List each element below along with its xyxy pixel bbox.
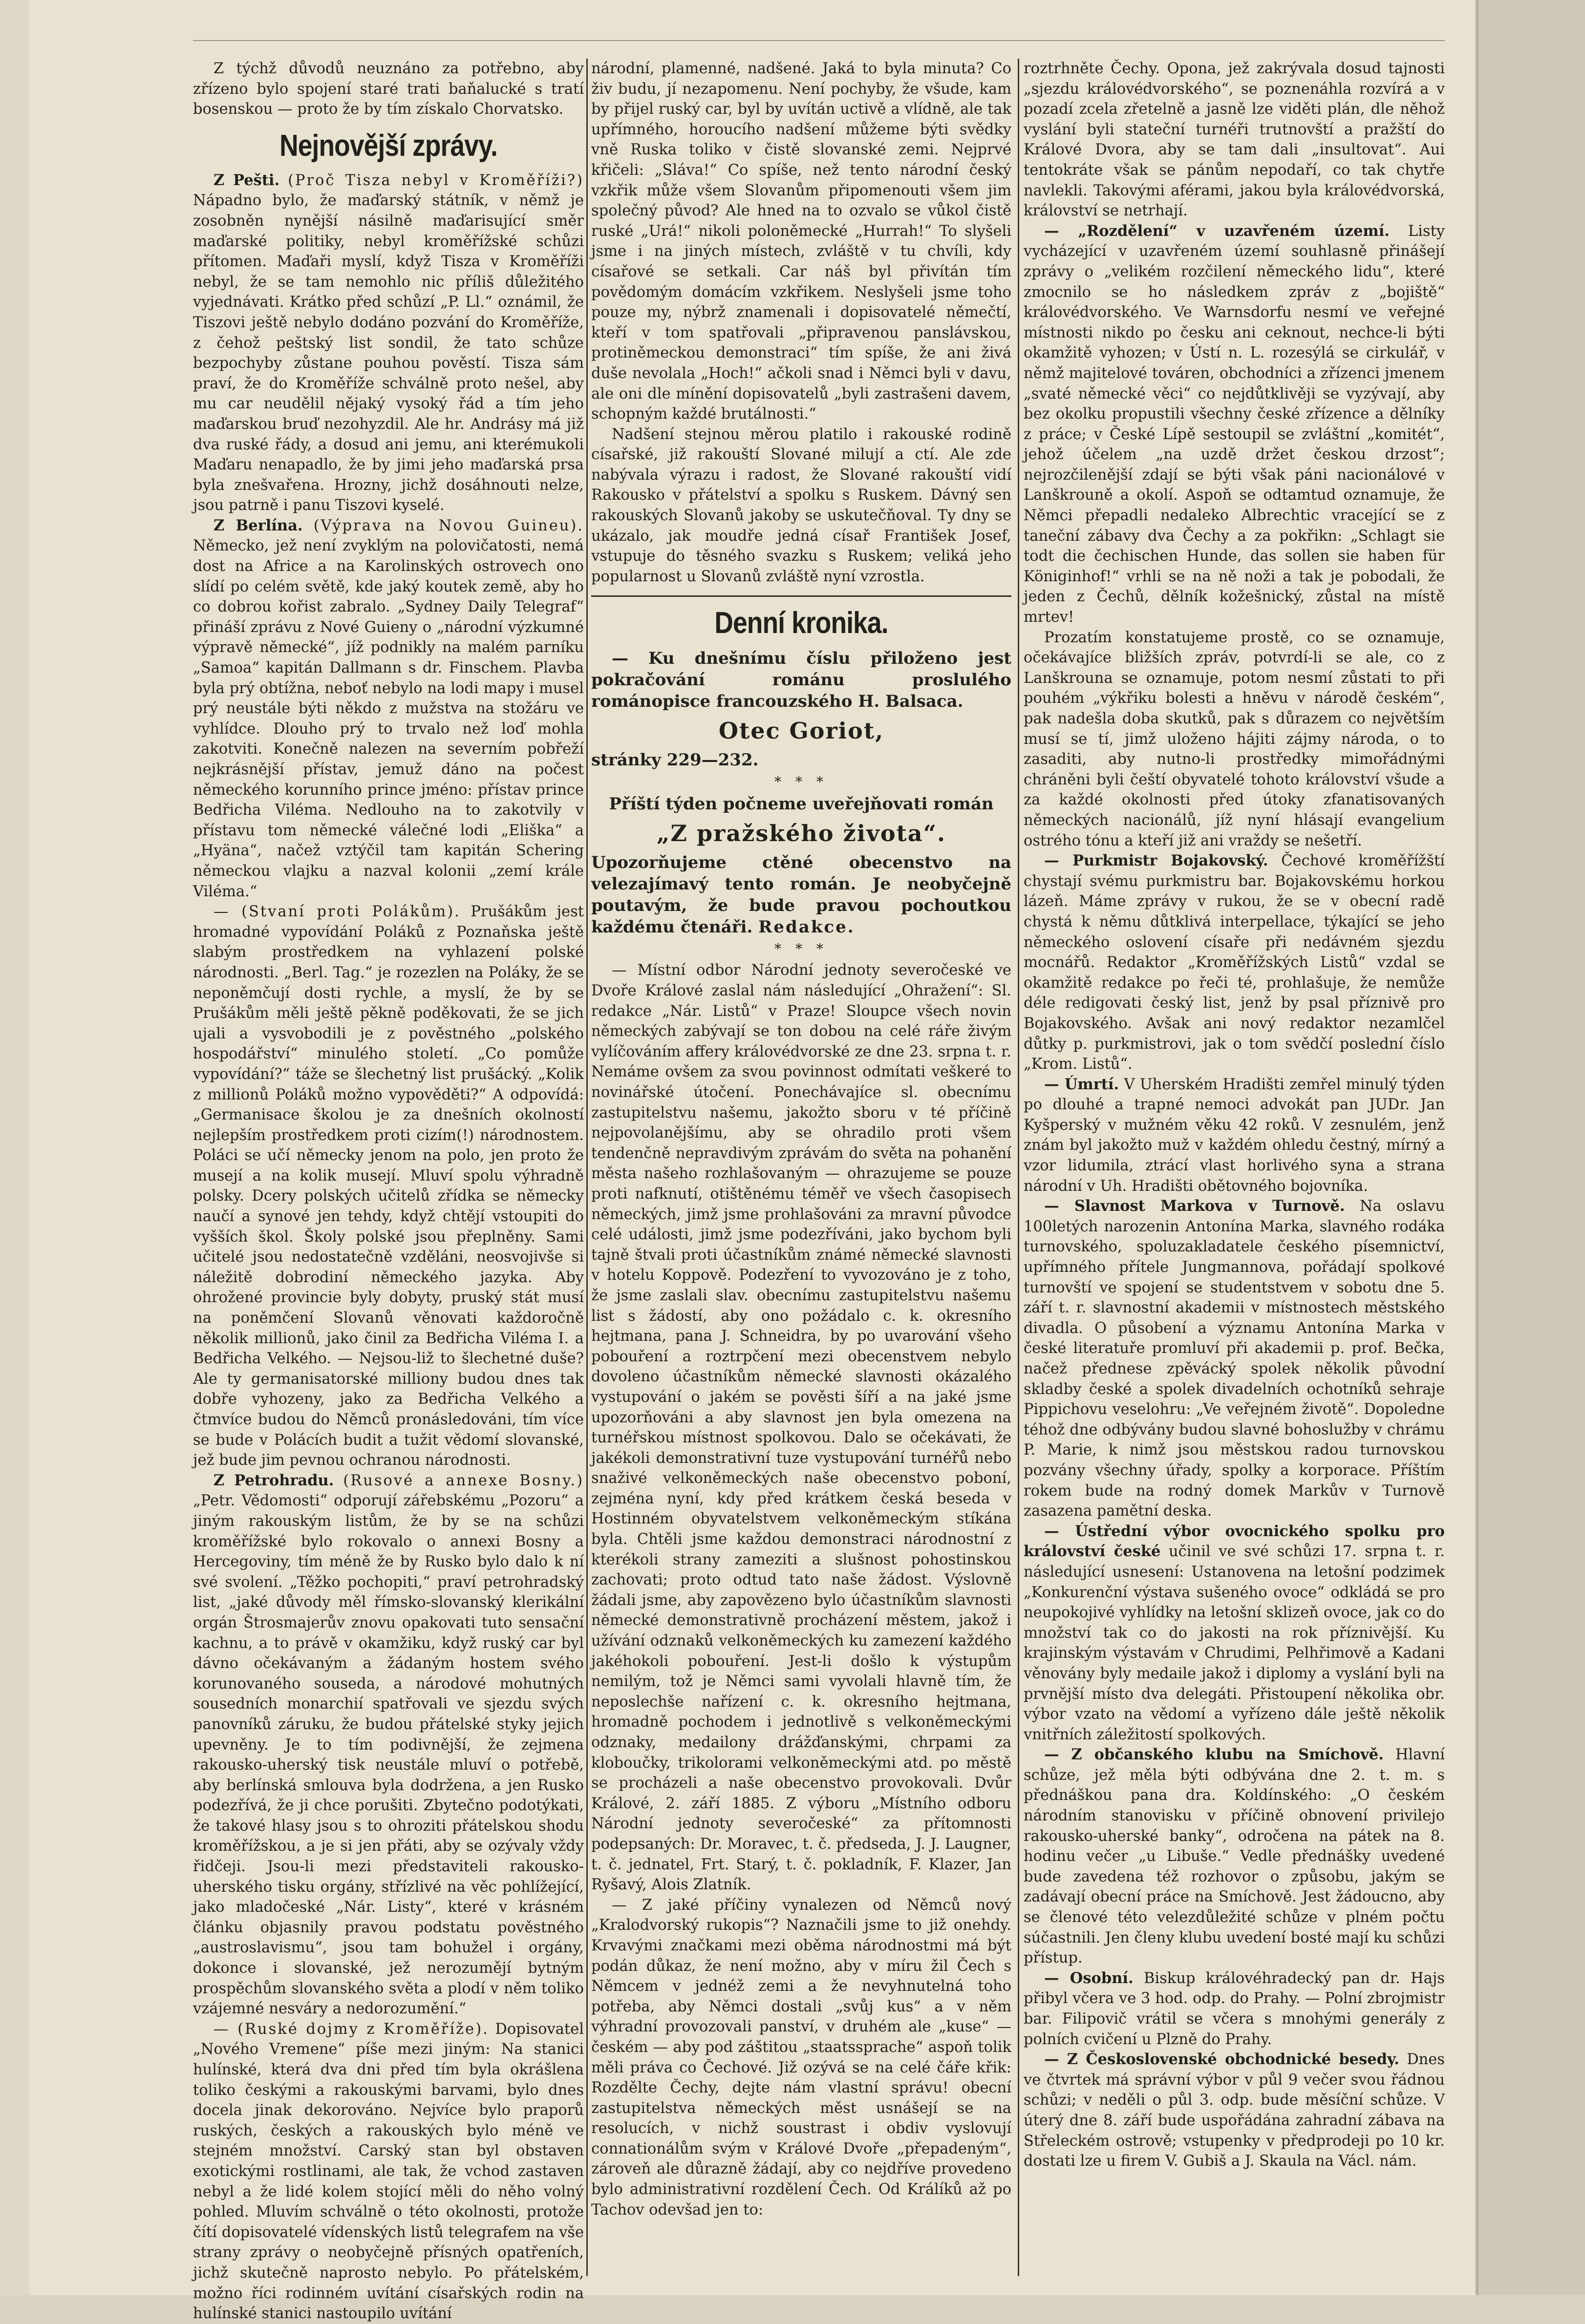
article-new-manuscript: — Z jaké příčiny vynalezen od Němců nový „Kralodvorský rukopis“? Naznačili jsme to již onehdy. Krvavými značkami mezi oběma národnostmi má být podán důkaz, že není možno, aby v míru žil Čech s Němcem v jednéž zemi a že nevyhnutelná toho potřeba, aby Němci dostali „svůj kus“ a v něm výhradní provozovali panství, v druhém ale „kuse“ — českém — aby pod záštitou „staatssprache“ aspoň tolik měli práva co Čechové. Již ozývá se na celé čáře křik: Rozdělte Čechy, dejte nám vlastní správu! obecní zastupitelstva německých měst usnášejí se na resolucích, v nichž soustrast i obdiv vyslovují connationálům svým v Králové Dvoře „přepadeným“, zároveň ale důrazně žádají, aby co nejdříve provedeno bylo administrativní rozdělení Čech. Od Králíků až po Tachov odevšad jen to: — [591, 1896, 1011, 2218]
article-petersburg-subtitle: (Rusové a annexe Bosny.) — [343, 1472, 584, 1489]
next-week-notice: Příští týden počneme uveřejňovati román — [609, 794, 994, 814]
article-poles-text: Prušákům jest hromadné vypovídání Poláků z Poznaňska ještě slabým prostředkem na vyhlazení polské národnosti. „Berl. Tag.“ je rozezlen na Poláky, že se neponěmčují dosti rychle, a myslí, že by se Prušákům měli ještě pěkně poděkovati, že se jich ujali a vysvobodili je z pověstného „polského hospodářství“ minulého století. „Co pomůže vypovídání?“ táže se šlechetný list prušácký. „Kolik z millionů Poláků možno vypověděti?“ A odpovídá: „Germanisace školou je za dnešních okolností nejlepším prostředkem proti cizím(!) národnostem. Poláci se učí německy jenom na polo, jen proto že musejí a na kolik musejí. Mluví spolu výhradně polsky. Dcery polských učitelů zřídka se německy naučí a synové jen tehdy, když chtějí vstoupiti do vyšších škol. Školy polské jsou přeplněny. Sami učitelé jsou nedostatečně vzděláni, neosvojivše si náležitě dobrodiní německého jazyka. Aby ohrožené provincie byly dobyty, pruský stát musí na poněmčení Slovanů věnovati každoročně několik millionů, jako činil za Bedřicha Viléma I. a Bedřicha Velkého. — Nejsou-liž to šlechetné duše? Ale ty germanisatorské milliony budou dnes tak dobře vyhozeny, jako za Bedřicha Velkého a čtmvíce budou do Němců pronásledováni, tím více se bude v Polácích budit a tužit vědomí slovanské, jež bude jim pevnou ochranou národnosti. — [193, 903, 584, 1469]
novel-recommendation — [591, 852, 1011, 938]
article-marek-title: — Slavnost Markova v Turnově. — [1044, 1197, 1345, 1215]
article-smichov-club — [1024, 1745, 1445, 1968]
novel-title: Otec Goriot, — [718, 718, 884, 744]
article-berlin-lead: Z Berlína. — [214, 516, 303, 534]
article-russian-text: Dopisovatel „Nového Vremene“ píše mezi jiným: Na stanici hulínské, která dva dni před tím byla okrášlena toliko českými a rakouskými barvami, bylo dnes docela jinak dekorováno. Nejvíce bylo praporů ruských, českých a rakouských bylo méně ve stejném množství. Carský stan byl obstaven exotickými rostlinami, ale tak, že vchod zastaven nebyl a že lidé kolem stojící měli do něho volný pohled. Mluvím schválně o této okolnosti, protože čítí dopisovatelé vídenských listů telegrafem na vše strany zprávy o neobyčejně přísných opatřeních, jichž skutečně naprosto nebylo. Po přátelském, možno říci rodinném uvítání císařských rodin na hulínské stanici nastoupilo uvítání — [193, 2020, 584, 2323]
article-russian-subtitle: — (Ruské dojmy z Kroměříže). — [214, 2020, 489, 2038]
intro-paragraph: Z týchž důvodů neuznáno za potřebno, aby zřízeno bylo spojení staré trati baňalucké s tratí bosenskou — proto že by tím získalo Chorvatsko. — [193, 60, 584, 118]
article-personal-title: — Osobní. — [1044, 1969, 1134, 1987]
article-death — [1024, 1075, 1445, 1197]
article-pest-subtitle: (Proč Tisza nebyl v Kroměříži?) — [288, 171, 584, 189]
article-closed-territory-2: Prozatím konstatujeme prostě, co se oznamuje, očekávajíce bližších zpráv, potvrdí-li se ale, co z Lanškrouna se oznamuje, potom nesmí zůstati to při pouhém „výkřiku bolesti a hněvu v národě českém“, pak nadešla doba skutků, pak s důrazem co největším musí se tí, jimž uloženo hájiti zájmy národa, o to zasaditi, aby nutno-li prostředky mimořádnými chráněni byli čeští obyvatelé tohoto království všude a za každé okolnosti před útoky zfanatisovaných německých nacionálů, jíž nyní hlásají evangelium ostrého tónu a kteří již ani vraždy se nešetří. — [1024, 629, 1445, 849]
article-merchant-title: — Z Československé obchodnické besedy. — [1044, 2050, 1399, 2069]
article-poles — [193, 902, 584, 1471]
article-merchant-text: Dnes ve čtvrtek má správní výbor v půl 9 večer svou řádnou schůzi; v neděli o půl 3. odp. bude měsíční schůze. V úterý dne 8. září bude uspořádána zahradní zábava na Střeleckém ostrově; vstupenky v předprodeji po 10 kr. dostati lze u firem V. Gubiš a J. Skaula na Václ. nám. — [1024, 2051, 1445, 2170]
article-personal — [1024, 1968, 1445, 2049]
article-fruit-title: — Ústřední výbor ovocnického spolku pro království české — [1024, 1522, 1445, 1561]
article-smichov-text: Hlavní schůze, jež měla býti odbývána dne 2. t. m. s přednáškou pana dra. Koldínského: „O českém národním stanovisku v příčině obnovení privilejo rakousko-uherské banky“, odročena na pátek na 8. hodinu večer „u Libuše.“ Vedle přednášky uvedené bude zavedena též rozhovor o způsobu, jakým se zadávají obecní práce na Smíchově. Jest žádoucno, aby se členové této velezdůležité schůze v plném počtu súčastnili. Jen členy klubu uvedení bosté mají ku schůzi přístup. — [1024, 1746, 1445, 1967]
article-petersburg — [193, 1471, 584, 2019]
article-poles-subtitle: — (Stvaní proti Polákům). — [214, 903, 461, 921]
next-novel-title: „Z pražského života“. — [656, 820, 946, 847]
novel-supplement-notice: — Ku dnešnímu číslu přiloženo jest pokračování románu proslulého románopisce francouzského H. Balsaca. — [591, 649, 1011, 712]
top-rule — [193, 40, 1445, 41]
editorial-signature: Redakce. — [758, 917, 855, 937]
article-merchant-society — [1024, 2049, 1445, 2172]
separator-stars-2: * * * — [774, 941, 828, 957]
column-rule-2 — [1018, 59, 1019, 2276]
article-closed-territory-text: Listy vycházející v uzavřeném území souhlasně přinášejí zprávy o „velikém rozčilení německého lidu“, které zmocnilo se ho následkem zpráv z „bojiště“ královédvorského. Ve Warnsdorfu nesmí ve veřejné místnosti nikdo po česku ani ceknout, nechce-li býti okamžitě vyhozen; v Ústí n. L. rozesýlá se cirkulář, v němž majitelové továren, obchodníci a zřízenci jmenem „svaté německé věci“ co nejdůtklivěji se vyzývají, aby bez okolku propustili všechny české zřízence a dělníky z práce; v České Lípě sestoupil se zvláštní „komitét“, jehož účelem „na uzdě držet českou drzost“; nejrozčilenější zdají se býti však páni nacionálové v Lanškrouně a okolí. Aspoň se odtamtud oznamuje, že Němci přepadli nedaleko Albrechtic vracející se z taneční zábavy dva Čechy a za pokřikn: „Schlagt sie todt die čechischen Hunde, das sollen sie haben für Königinhof!“ vrhli se na ně noži a tak je pobodali, že jeden z Čechů, dělník kožešnický, zůstal na místě mrtev! — [1024, 222, 1445, 626]
article-death-title: — Úmrtí. — [1044, 1075, 1119, 1093]
article-petersburg-text: „Petr. Vědomosti“ odporují zářebskému „Pozoru“ a jiným rakouským listům, že by se na schůzi kroměřížské bylo rokovalo o annexi Bosny a Hercegoviny, tím méně že by Rusko bylo dalo k ní své svolení. „Těžko pochopiti,“ praví petrohradský list, „jaké důvody měl římsko-slovanský klerikální orgán Štrosmajerův znovu opakovati tuto sensační kachnu, a to právě v okamžiku, když ruský car byl dávno očekávaným a žádaným hostem svého korunovaného souseda, a národové mohutných sousedních monarchií spatřovali ve sjezdu svých panovníků záruku, že budou přátelské styky jejich upevněny. Je to tím podivnější, že zejmena rakousko-uherský tisk neustále mluví o potřebě, aby berlínská smlouva byla dodržena, a jen Rusko podezřívá, že ji chce porušiti. Zbytečno podotýkati, že takové hlasy jsou s to ohroziti přátelskou shodu kroměřížskou, a je si jen přáti, aby se ozývaly vždy řidčeji. Jsou-li mezi představiteli rakousko-uherského tisku orgány, střízlivé na věc pohlížející, jako mladočeské „Nár. Listy“, které v krásném článku objasnily pravou podstatu pověstného „austroslavismu“, jsou tam bohužel i orgány, dokonce i slovanské, jež nerozumějí bytným prospěchům slovanského světa a plodí v něm toliko vzájemné nesváry a nedorozumění.“ — [193, 1492, 584, 2018]
continued-text-col3: roztrhněte Čechy. Opona, jež zakrývala dosud tajnosti „sjezdu královédvorského“, se poznenáhla rozvírá a v pozadí zcela zřetelně a jasně lze viděti plán, dle něhož vyslání byli stateční turnéři trutnovští a pražští do Králové Dvora, aby se tam dali „insultovat“. Aui tentokráte však se pánům nepodaří, co tak chytře navlekli. Takovými aférami, jakou byla královédvorská, království se netrhají. — [1024, 60, 1445, 220]
article-mayor — [1024, 851, 1445, 1075]
adjacent-page-edge — [1476, 0, 1585, 2295]
section-heading-chronicle: Denní kronika. — [714, 606, 888, 640]
column-2 — [591, 59, 1011, 2276]
section-divider — [591, 595, 1011, 597]
article-mayor-text: Čechové kroměřížští chystají svému purkmistru bar. Bojakovskému horkou lázeň. Máme zprávy v rukou, že se v obecní radě chystá k němu důtklivá interpellace, týkající se jeho německého oslovení císaře při nedávném sjezdu mocnářů. Redaktor „Kroměřížských Listů“ vzdal se okamžitě redakce po řeči té, prohlašuje, že nemůže déle redigovati český list, jenž by psal příznivě pro Bojakovského. Avšak ani nový redaktor nezamlčel důtky p. purkmistrovi, jak o tom svědčí poslední číslo „Krom. Listů“. — [1024, 852, 1445, 1073]
article-russian-impressions — [193, 2019, 584, 2324]
continued-text-2: Nadšení stejnou měrou platilo i rakouské rodině císařské, již rakouští Slované milují a ctí. Ale zde nabývala výrazu i radost, že Slované rakouští vidí Rakousko v přátelství a spolku s Ruskem. Dávný sen rakouských Slovanů jakoby se uskutečňoval. Ty dny se ukázalo, jak moudře jedná císař František Josef, vstupuje do těsného svazku s Ruskem; veliká jeho popularnost u Slovanů zvláště nyní vzrostla. — [591, 425, 1011, 585]
article-local-branch-protest: — Místní odbor Národní jednoty severočeské ve Dvoře Králové zaslal nám následující „Ohražení“: Sl. redakce „Nár. Listů“ v Praze! Sloupce všech novin německých zabývají se ton dobou na celé ráře živým vylíčováním affery královédvorské ze dne 23. srpna t. r. Nemáme ovšem za svou povinnost odmítati veškeré to novinářské útočení. Ponechávajíce sl. obecnímu zastupitelstvu našemu, jakožto sboru v té příčině nejpovolanějšímu, aby se ohradilo proti všem tendenčně nepravdivým zprávám do světa na pohanění města našeho rozhlašovaným — ohrazujeme se pouze proti nafknutí, otištěnému téměř ve všech časopisech německých, jimž jsme prohlašováni za mravní původce celé události, jimž jsme podezříváni, jako bychom byli tajně štvali proti účastníkům známé německé slavnosti v hotelu Koppově. Podezření to vyvozováno je z toho, že jsme zaslali slav. obecnímu zastupitelstvu našemu list s žádostí, aby ono požádalo c. k. okresního hejtmana, pana J. Schneidra, by po uvarování všeho pobouření a roztrpčení mezi obecenstvem nebylo dovoleno účastníkům německé slavnosti okázalého vystupování o jakém se pověsti šíří a na jaké jsme upozorňováni a aby slavnost jen byla omezena na turnéřskou místnost spolkovou. Dalo se očekávati, že jakékoli demonstrativní tuze vystupování turnéřů nebo snaživé velkoněmeckých naše obecenstvo poboní, zejména nyní, kdy před krátkem česká beseda v Hostinném obyvatelstvem velkoněmeckým stíkána byla. Chtěli jsme každou demonstraci národnostní z kterékoli strany zameziti a slušnost pohostinskou zachovati; proto odtud tato naše žádost. Výslovně žádali jsme, aby zapovězeno bylo účastníkům slavnosti německé demonstrativně procházení městem, jakož i užívání odznaků velkoněmeckých ku zamezení každého jakéhokoli pobouření. Jest-li došlo k výstupům nemilým, tož je Němci sami vyvolali hlavně tím, že neposlechše nařízení c. k. okresního hejtmana, hromadně pochodem i jednotlivě s velkoněmeckými odznaky, medailony drážďanskými, chrpami za kloboučky, trikolorami velkoněmeckými atd. po městě se procházeli a naše obecenstvo provokovali. Dvůr Králové, 2. září 1885. Z výboru „Místního odboru Národní jednoty severočeské“ za přítomnosti podepsaných: Dr. Moravec, t. č. předseda, J. J. Laugner, t. č. jednatel, Frt. Starý, t. č. pokladník, F. Klazer, Jan Ryšavý, Alois Zlatník. — [591, 962, 1011, 1894]
article-pest — [193, 170, 584, 516]
article-closed-territory-title: — „Rozdělení“ v uzavřeném území. — [1044, 222, 1390, 240]
article-smichov-title: — Z občanského klubu na Smíchově. — [1044, 1746, 1384, 1764]
article-death-text: V Uherském Hradišti zemřel minulý týden po dlouhé a trapné nemoci advokát pan JUDr. Jan Kyšperský v mužném věku 42 roků. V zesnulém, jenž znám byl jakožto muž v každém ohledu čestný, mírný a vzor lidumila, ztrácí vlast horlivého syna a strana národní v Uh. Hradišti obětovného bojovníka. — [1024, 1076, 1445, 1195]
article-marek-celebration — [1024, 1196, 1445, 1521]
article-closed-territory — [1024, 221, 1445, 628]
article-fruit-text: učinil ve své schůzi 17. srpna t. r. následující usnesení: Ustanovena na letošní podzimek „Konkurenční výstava sušeného ovoce“ odkládá se pro neupokojivé vyhlídky na letošní sklizeň ovoce, jak co do množství tak co do jakosti na rok příznivější. Ku krajinským výstavám v Chrudimi, Pelhřimově a Kadani věnovány byly medaile jakož i diplomy a vyslání byli na prvnější místo dva delegáti. Přistoupení několika obr. výbor vzato na vědomí a vyřízeno dále ještě několik vnitřních záležitostí spolkových. — [1024, 1543, 1445, 1743]
article-pest-text: Nápadno bylo, že maďarský státník, v němž je zosobněn nynější násilně maďarisující směr maďarské politiky, nebyl kroměřížské schůzi přítomen. Maďaři myslí, když Tisza v Kroměříži nebyl, že se tam nemohlo nic příliš důležitého vyjednávati. Krátko před schůzí „P. Ll.“ oznámil, že Tiszovi ještě nebylo dodáno pozvání do Kroměříže, z čehož peštský list sondil, že tato schůze bezpochyby zůstane pouhou pověstí. Tisza sám praví, že do Kroměříže schválně proto nešel, aby mu car neudělil nějaký vysoký řád a tím jeho maďarskou bruď nezohyzdil. Ale hr. Andrásy má již dva ruské řády, a dosud ani jemu, ani kterémukoli Maďaru nenapadlo, že by jimi jeho maďarská prsa byla znešvařena. Hrozny, jichž dosáhnouti nelze, jsou patrně i panu Tiszovi kyselé. — [193, 192, 584, 514]
column-3 — [1024, 59, 1445, 2276]
article-fruit-committee — [1024, 1521, 1445, 1745]
left-margin — [0, 0, 29, 2295]
article-petersburg-lead: Z Petrohradu. — [214, 1471, 334, 1489]
article-marek-text: Na oslavu 100letých narozenin Antonína Marka, slavného rodáka turnovského, spoluzakladatele českého písemnictví, upřímného přítele Jungmannova, pořádají spolkové turnovští ve spojení se studentstvem v sobotu dne 5. září t. r. slavnostní akademii v místnostech městského divadla. O působení a významu Antonína Marka v české literatuře promluví při akademii p. prof. Bečka, načež přednese zpěvácký spolek několik původní skladby české a spolek divadelních ochotníků sehraje Pippichovu veselohru: „Ve veřejném životě“. Dopoledne téhož dne odbývány budou slavné bohoslužby v chrámu P. Marie, k nimž jsou městskou radou turnovskou pozvány všechny úřady, spolky a korporace. Příštím rokem bude na rodný domek Markův v Turnově zasazena pamětní deska. — [1024, 1198, 1445, 1520]
novel-recommendation-text: Upozorňujeme ctěné obecenstvo na velezajímavý tento román. Je neobyčejně poutavým, že bude pravou pochoutkou každému čtenáři. — [591, 853, 1011, 937]
column-1 — [193, 59, 584, 2323]
column-rule-1 — [586, 59, 588, 2276]
article-mayor-title: — Purkmistr Bojakovský. — [1044, 852, 1268, 870]
article-berlin — [193, 516, 584, 902]
article-personal-text: Biskup královéhradecký pan dr. Hajs přibyl včera ve 3 hod. odp. do Prahy. — Polní zbrojmistr bar. Filipovič vrátil se včera s mnohými generály z polních cvičení u Plzně do Prahy. — [1024, 1969, 1445, 2048]
article-pest-lead: Z Pešti. — [214, 171, 280, 189]
article-berlin-text: Německo, jež není zvyklým na polovičatosti, nemá dost na Africe a na Karolinských ostrovech ono slídí po celém světě, kde jaký koutek země, aby ho co dobrou kořist zabralo. „Sydney Daily Telegraf“ přináší zprávu z Nové Guieny o „národní výzkumné výpravě německé“, jíž podnikly na malém parníku „Samoa“ kapitán Dallmann s dr. Finschem. Plavba byla prý obtížna, neboť nebylo na lodi mapy i musel prý neustále býti někdo z mužstva na stožáru ve vyhlídce. Dlouho prý to trvalo než loď mohla zakotviti. Konečně nalezen na severním pobřeží nejkrásnější přístav, jemuž dáno na počest německého korunního prince jméno: přístav prince Bedřicha Viléma. Nedlouho na to zakotvily v přístavu tom německé válečné lodi „Eliška“ a „Hyäna“, načež vztýčil tam kapitán Schering německou vlajku a nazval kolonii „zemí krále Viléma.“ — [193, 537, 584, 900]
separator-stars: * * * — [774, 774, 828, 790]
article-berlin-subtitle: (Výprava na Novou Guineu). — [313, 517, 584, 534]
novel-pages: stránky 229—232. — [591, 750, 759, 770]
continued-text: národní, plamenné, nadšené. Jaká to byla minuta? Co živ budu, jí nezapomenu. Není pochyby, že všude, kam by přijel ruský car, byl by uvítán uctivě a vlídně, ale tak upřímného, horoucího nadšení můžeme býti svědky vně Ruska toliko v čistě slovanské zemi. Nejprvé křičeli: „Sláva!“ Co spíše, než tento národní český vzkřik může všem Slovanům připomenouti všem jim společný původ? Ale hned na to ozvalo se vůkol čistě ruské „Urá!“ nikoli poloněmecké „Hurrah!“ To slyšeli jsme i na jiných místech, zvláště v tu chvíli, kdy císařové se setkali. Car náš byl přivítán tím povědomým domácím vzkřikem. Neslyšeli jsme toho pouze my, nýbrž znamenali i dopisovatelé němečtí, kteří v tom spatřovali „připravenou panslávskou, protiněmeckou demonstraci“ tím spíše, že ani živá duše nevolala „Hoch!“ ačkoli snad i Němci byli v davu, ale oni dle mínění dopisovatelů „byli zastrašeni davem, schopným každé brutálnosti.“ — [591, 60, 1011, 423]
section-heading-news: Nejnovější zprávy. — [279, 128, 497, 163]
